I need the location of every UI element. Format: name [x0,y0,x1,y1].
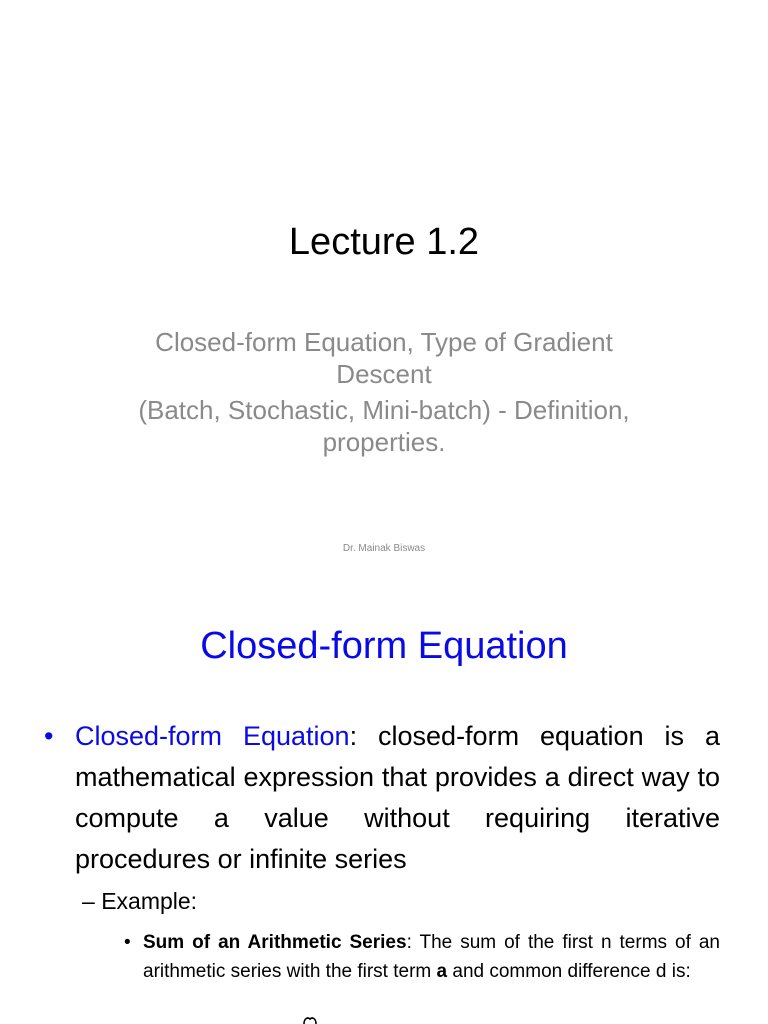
dash-marker: – [82,888,95,914]
example-bullet [124,928,720,986]
definition-bullet [44,716,720,880]
definition-text [75,716,720,880]
definition-term: Closed-form Equation [75,721,350,751]
cropped-formula-icon [302,1016,318,1024]
example-label: Example: [101,888,198,914]
example-body-2: and common difference d is: [447,961,691,982]
bullet-marker: • [44,721,54,751]
lecture-title: Lecture 1.2 [288,221,480,263]
subtitle-line-1: Closed-form Equation, Type of Gradient Descent [155,327,613,389]
subtitle-line-2: (Batch, Stochastic, Mini-batch) - Definition, properties. [138,395,630,457]
example-text [143,928,720,986]
definition-body: : closed-form equation is a mathematical expression that provides a direct way to compute a value without requiring iterative procedures or infinite series [75,721,720,874]
author-name: Dr. Mainak Biswas [342,543,426,554]
example-body-1: : The sum of the first n terms of an arithmetic series with the first term [143,932,720,982]
sub-bullet-marker: • [124,932,131,953]
lecture-subtitle [104,326,664,458]
example-term: Sum of an Arithmetic Series [143,932,407,953]
slide-title: Closed-form Equation [200,625,568,667]
content-slide [0,576,768,1024]
example-heading [82,886,197,916]
example-variable-a: a [436,961,448,982]
